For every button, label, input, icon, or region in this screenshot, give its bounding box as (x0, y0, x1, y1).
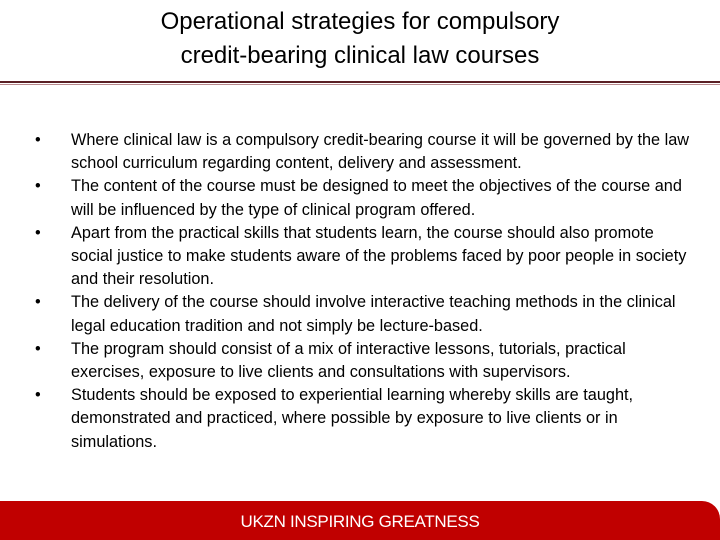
footer-banner (0, 501, 720, 540)
title-line-1: Operational strategies for compulsory (160, 8, 560, 35)
bullet-text: The program should consist of a mix of interactive lessons, tutorials, practical exercises, exposure to live clients and consultations with supervisors. (71, 339, 626, 382)
slide-title (0, 5, 720, 73)
bullet-icon: • (35, 293, 41, 312)
bullet-text: Where clinical law is a compulsory credit-bearing course it will be governed by the law school curriculum regarding content, delivery and assessment. (71, 131, 690, 173)
bullet-icon: • (35, 386, 41, 405)
title-line-2: credit-bearing clinical law courses (180, 42, 540, 69)
title-divider (0, 81, 720, 83)
list-item (0, 129, 690, 175)
bullet-list (0, 129, 690, 454)
bullet-icon: • (35, 177, 41, 196)
list-item (0, 338, 690, 384)
title-divider-shadow (0, 84, 720, 85)
bullet-icon: • (35, 223, 41, 242)
bullet-text: The content of the course must be designed to meet the objectives of the course and will be influenced by the type of clinical program offered. (71, 177, 682, 219)
bullet-icon: • (35, 339, 41, 358)
list-item (0, 384, 690, 454)
bullet-icon: • (35, 131, 41, 149)
bullet-text: Apart from the practical skills that students learn, the course should also promote social justice to make students aware of the problems faced by poor people in society and their resolution. (71, 223, 687, 289)
footer-tagline: UKZN INSPIRING GREATNESS (240, 512, 480, 531)
list-item (0, 222, 690, 292)
bullet-text: Students should be exposed to experiential learning whereby skills are taught, demonstrated and practiced, where possible by exposure to live clients or in simulations. (71, 386, 634, 451)
bullet-text: The delivery of the course should involve interactive teaching methods in the clinical legal education tradition and not simply be lecture-based. (71, 293, 676, 335)
list-item (0, 291, 690, 337)
list-item (0, 175, 690, 221)
